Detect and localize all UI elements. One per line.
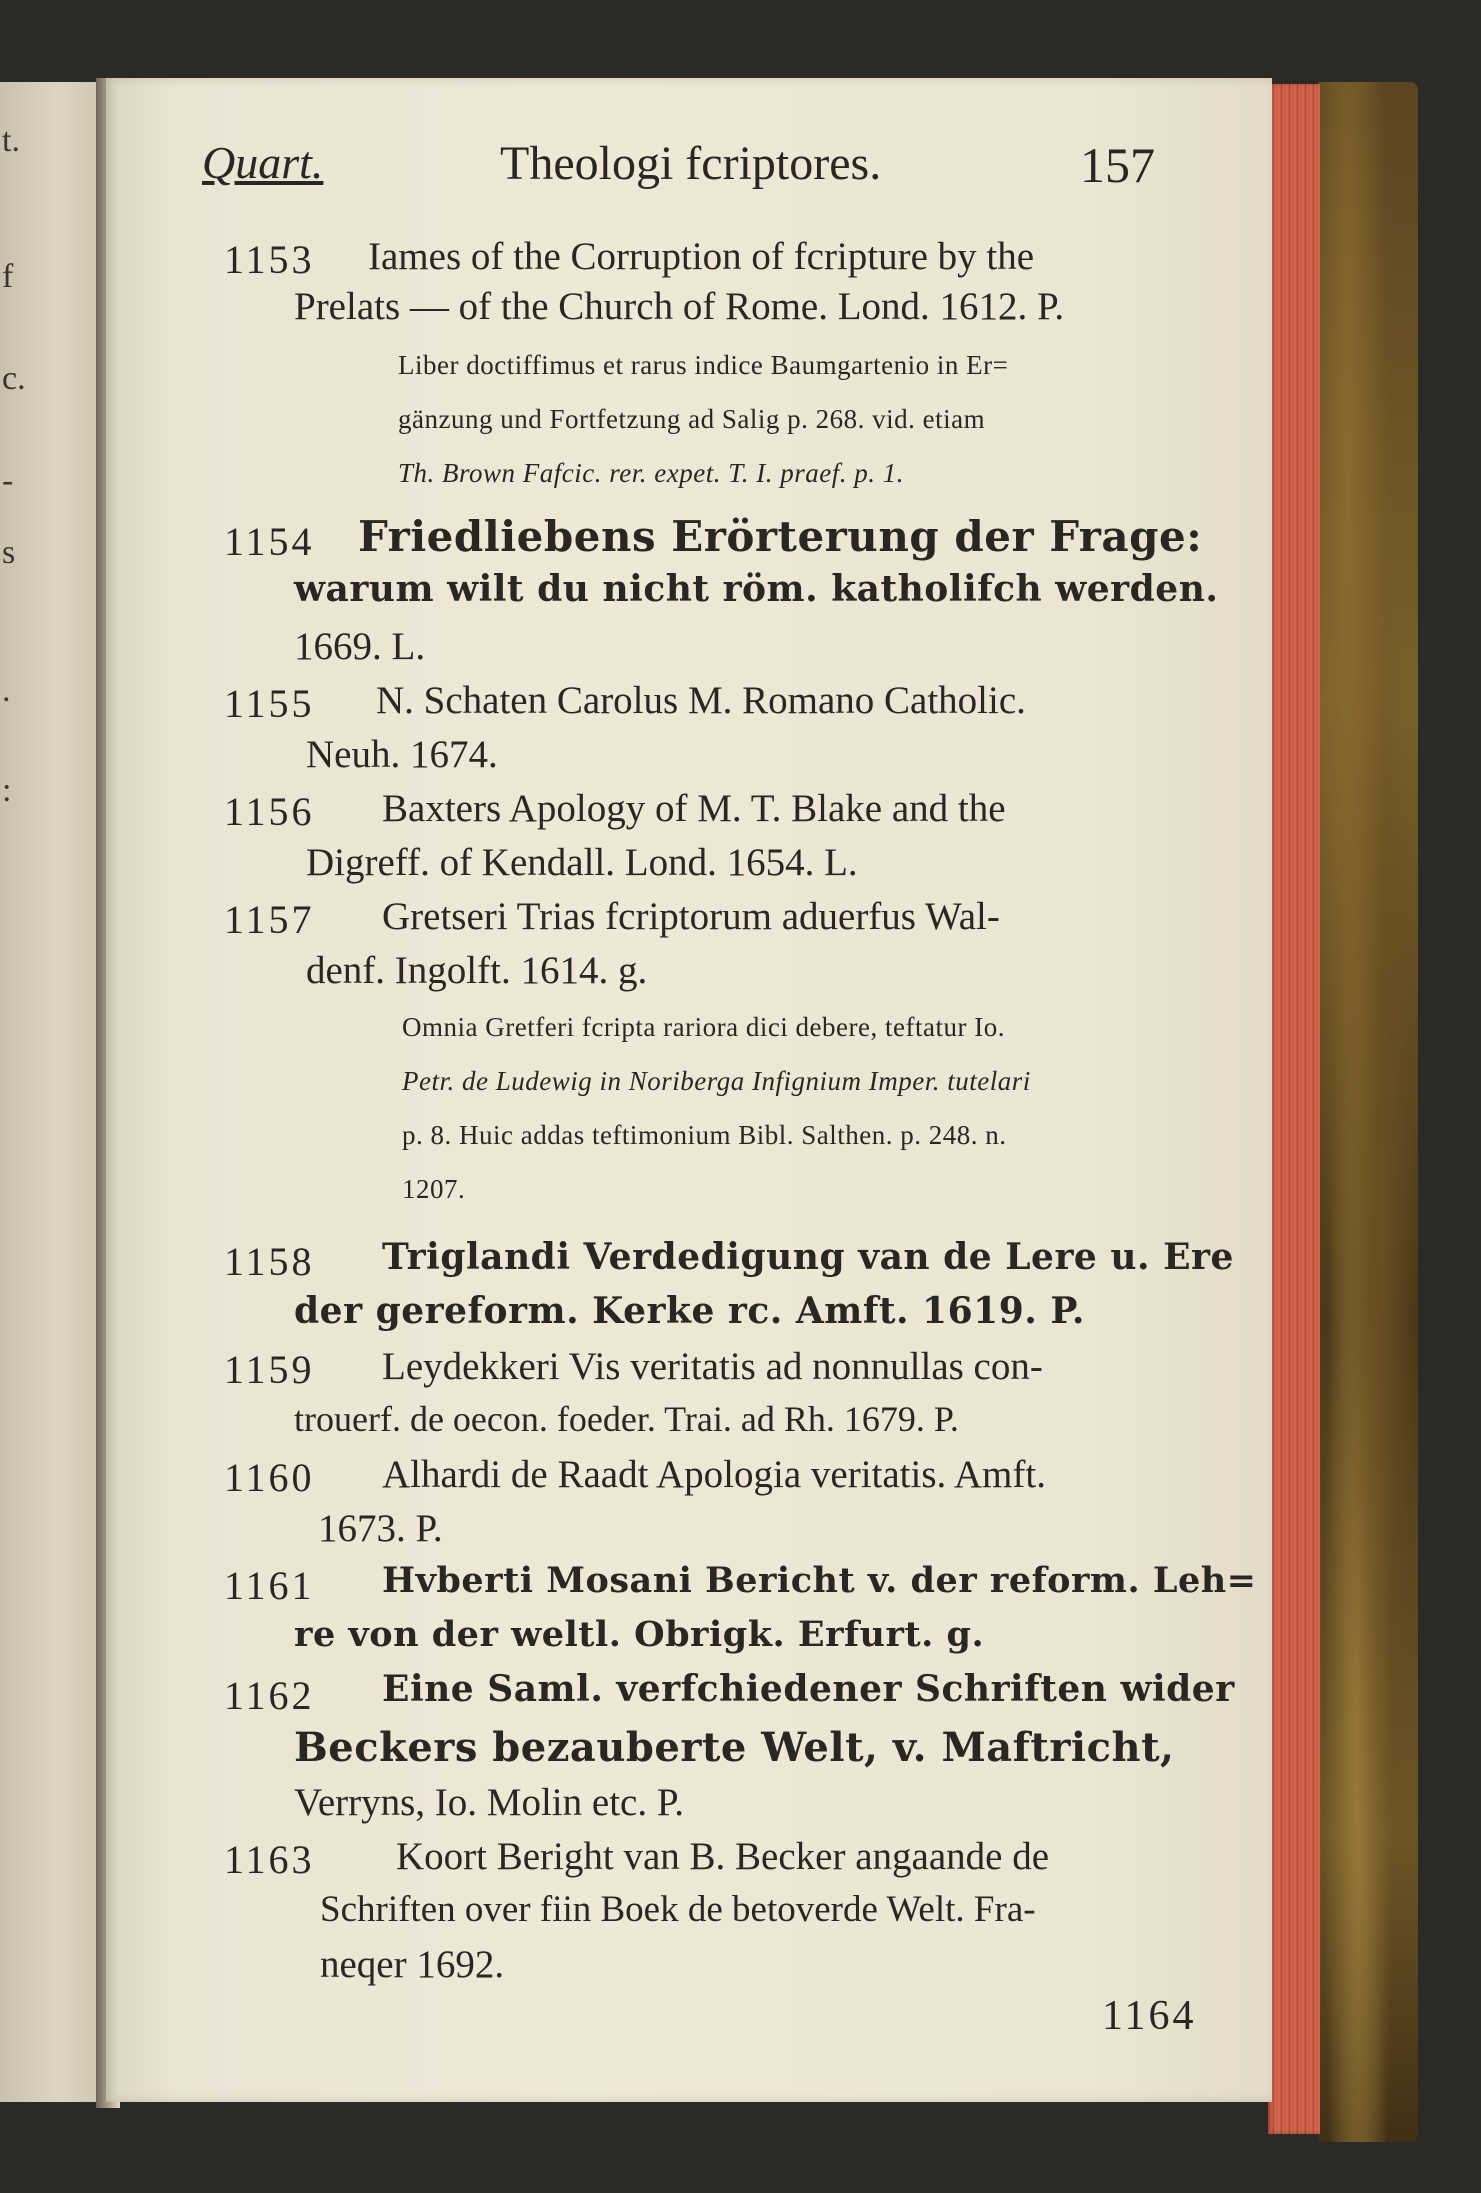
book-page — [106, 78, 1272, 2102]
page-number: 157 — [1080, 137, 1155, 193]
entry-line: Hvberti Mosani Bericht v. der reform. Leh= — [382, 1560, 1257, 1601]
entry-number: 1158 — [224, 1239, 315, 1284]
entry-line: warum wilt du nicht röm. katholifch werden. — [294, 568, 1219, 610]
entry-note: Petr. de Ludewig in Noriberga Infignium Imper. tutelari — [402, 1066, 1031, 1096]
entry-line: Beckers bezauberte Welt, v. Maftricht, — [294, 1724, 1175, 1771]
entry-line: Neuh. 1674. — [306, 733, 498, 776]
entry-line: 1669. L. — [294, 625, 426, 668]
entry-line: N. Schaten Carolus M. Romano Catholic. — [376, 679, 1026, 722]
entry-line: Prelats — of the Church of Rome. Lond. 1612. P. — [294, 285, 1065, 328]
entry-number: 1160 — [224, 1455, 315, 1500]
entry-note: p. 8. Huic addas teftimonium Bibl. Salthen. p. 248. n. — [402, 1120, 1007, 1150]
left-fragment: - — [2, 462, 14, 499]
left-fragment: t. — [2, 122, 20, 159]
entry-number: 1154 — [224, 519, 315, 564]
header-section-label: Quart. — [202, 137, 324, 188]
entry-number: 1163 — [224, 1837, 315, 1882]
entry-line: Digreff. of Kendall. Lond. 1654. L. — [306, 841, 858, 884]
entry-line: 1673. P. — [318, 1507, 443, 1550]
left-fragment: f — [2, 258, 14, 295]
entry-line: Koort Beright van B. Becker angaande de — [396, 1835, 1050, 1878]
entry-note: Liber doctiffimus et rarus indice Baumgartenio in Er= — [398, 350, 1009, 380]
entry-note: Omnia Gretferi fcripta rariora dici debere, teftatur Io. — [402, 1012, 1005, 1042]
red-page-edges — [1268, 84, 1320, 2134]
entry-number: 1161 — [224, 1563, 315, 1608]
entry-number: 1159 — [224, 1347, 315, 1392]
catchword: 1164 — [1102, 1993, 1197, 2039]
entry-line: neqer 1692. — [320, 1943, 505, 1986]
left-fragment: : — [2, 772, 12, 809]
entry-note: 1207. — [402, 1174, 466, 1204]
entry-line: Triglandi Verdedigung van de Lere u. Ere — [382, 1236, 1234, 1278]
entry-number: 1155 — [224, 681, 315, 726]
entry-line: Baxters Apology of M. T. Blake and the — [382, 787, 1006, 830]
entry-line: Leydekkeri Vis veritatis ad nonnullas con- — [382, 1345, 1043, 1388]
entry-line: Iames of the Corruption of fcripture by the — [368, 235, 1035, 278]
entry-line: trouerf. de oecon. foeder. Trai. ad Rh. 1679. P. — [294, 1399, 959, 1439]
left-fragment: . — [2, 672, 11, 709]
left-fragment: s — [2, 534, 16, 571]
entry-number: 1156 — [224, 789, 315, 834]
entry-line: Friedliebens Erörterung der Frage: — [358, 512, 1203, 561]
entry-number: 1153 — [224, 237, 315, 282]
entry-line: Alhardi de Raadt Apologia veritatis. Amft. — [382, 1453, 1046, 1496]
entry-note: gänzung und Fortfetzung ad Salig p. 268. vid. etiam — [398, 404, 986, 434]
left-fragment: c. — [2, 360, 26, 397]
entry-line: der gereform. Kerke rc. Amft. 1619. P. — [294, 1290, 1085, 1332]
entry-note: Th. Brown Fafcic. rer. expet. T. I. praef. p. 1. — [398, 458, 904, 488]
marbled-cover — [1318, 82, 1418, 2142]
entry-number: 1162 — [224, 1673, 315, 1718]
entry-line: Gretseri Trias fcriptorum aduerfus Wal- — [382, 895, 1000, 938]
previous-page-edge — [0, 82, 104, 2102]
entry-line: Eine Saml. verfchiedener Schriften wider — [382, 1668, 1235, 1710]
page-title: Theologi fcriptores. — [500, 137, 882, 190]
entry-line: denf. Ingolft. 1614. g. — [306, 949, 648, 992]
entry-line: re von der weltl. Obrigk. Erfurt. g. — [294, 1614, 985, 1655]
entry-number: 1157 — [224, 897, 315, 942]
entry-line: Schriften over fiin Boek de betoverde Welt. Fra- — [320, 1889, 1036, 1930]
entry-line: Verryns, Io. Molin etc. P. — [294, 1781, 684, 1824]
